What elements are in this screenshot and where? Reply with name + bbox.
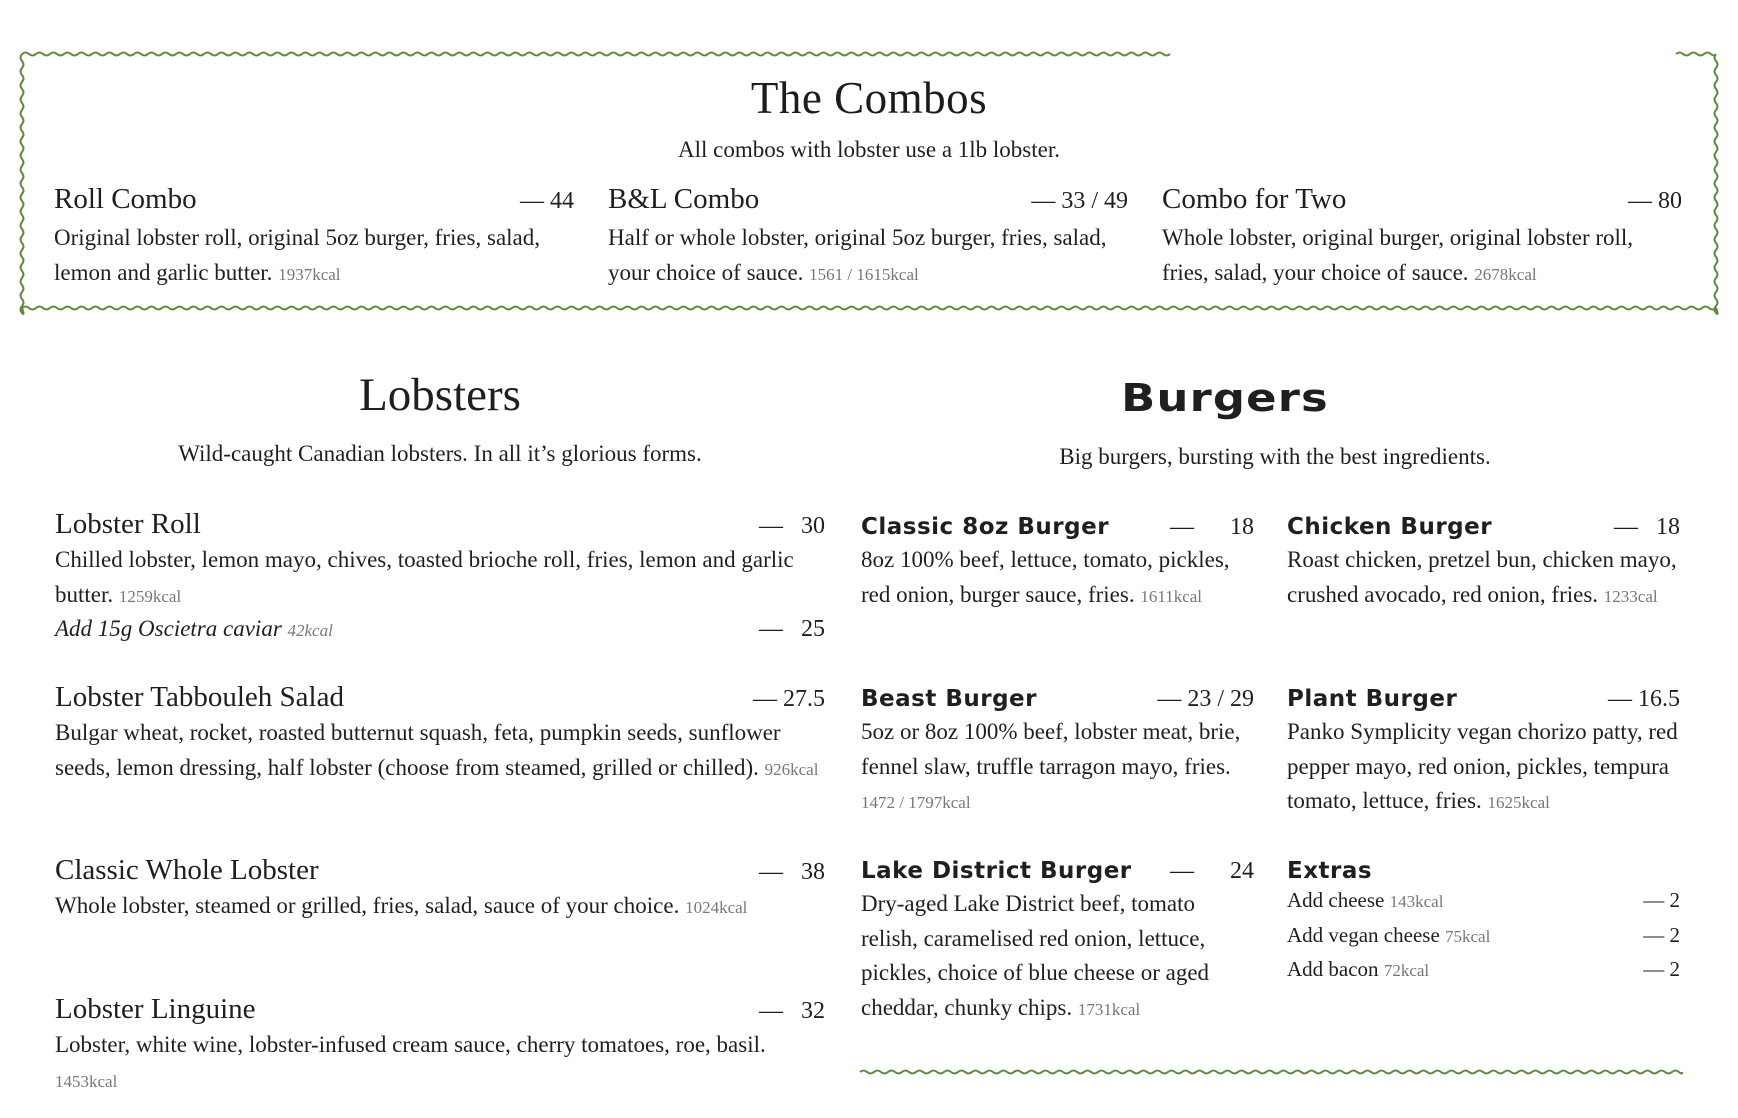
burger-item bbox=[861, 514, 1254, 614]
burger-item bbox=[1287, 686, 1680, 821]
combo-price: — 80 bbox=[1628, 188, 1682, 214]
item-description: Whole lobster, steamed or grilled, fries, salad, sauce of your choice. 1024kcal bbox=[55, 893, 748, 918]
kcal: 1611kcal bbox=[1140, 586, 1203, 606]
kcal: 1561 / 1615kcal bbox=[809, 265, 919, 284]
extra-price: — 2 bbox=[1643, 888, 1680, 912]
item-price: — 30 bbox=[759, 513, 825, 539]
item-name: Lobster Linguine bbox=[55, 993, 256, 1025]
item-price: — 18 bbox=[1170, 514, 1254, 540]
lobsters-title: Lobsters bbox=[359, 369, 521, 421]
burger-item bbox=[861, 686, 1254, 821]
extra-name: Add vegan cheese bbox=[1287, 922, 1440, 947]
item-description: Roast chicken, pretzel bun, chicken mayo, crushed avocado, red onion, fries. 1233cal bbox=[1287, 547, 1677, 607]
item-description: Bulgar wheat, rocket, roasted butternut squash, feta, pumpkin seeds, sunflower seeds, lemon dressing, half lobster (choose from steamed, grilled or chilled). 926kcal bbox=[55, 720, 819, 780]
combo-item bbox=[1162, 183, 1682, 292]
combo-description: Half or whole lobster, original 5oz burger, fries, salad, your choice of sauce. 1561 / 1615kcal bbox=[608, 225, 1107, 285]
combo-name: Combo for Two bbox=[1162, 183, 1347, 215]
combo-price: — 44 bbox=[520, 188, 574, 214]
extra-name: Add bacon bbox=[1287, 957, 1379, 981]
item-price: — 23 / 29 bbox=[1157, 686, 1254, 712]
burgers-title: Burgers bbox=[1121, 376, 1329, 420]
burgers-subtitle: Big burgers, bursting with the best ingredients. bbox=[1059, 444, 1491, 469]
kcal: 72kcal bbox=[1383, 961, 1430, 980]
combo-name: Roll Combo bbox=[54, 183, 197, 215]
extra-item bbox=[1287, 923, 1680, 958]
lobster-item bbox=[55, 854, 825, 926]
combos-title: The Combos bbox=[750, 73, 988, 123]
kcal: 1937kcal bbox=[278, 265, 341, 284]
kcal: 2678kcal bbox=[1474, 265, 1537, 284]
item-name: Lobster Roll bbox=[55, 508, 201, 540]
kcal: 1233cal bbox=[1603, 586, 1658, 606]
burgers-bottom-wavy-divider bbox=[858, 1062, 1684, 1082]
combo-description: Original lobster roll, original 5oz burger, fries, salad, lemon and garlic butter. 1937kcal bbox=[54, 225, 540, 285]
item-name: Plant Burger bbox=[1287, 686, 1458, 712]
kcal: 1453kcal bbox=[55, 1071, 118, 1091]
kcal: 1024kcal bbox=[685, 898, 748, 917]
lobster-item bbox=[55, 993, 825, 1099]
burger-item bbox=[861, 858, 1254, 1027]
item-price: — 16.5 bbox=[1608, 686, 1680, 712]
item-description: 8oz 100% beef, lettuce, tomato, pickles, red onion, burger sauce, fries. 1611kcal bbox=[861, 547, 1230, 607]
item-price: — 18 bbox=[1614, 514, 1680, 540]
addon-row bbox=[55, 616, 825, 643]
combo-item bbox=[54, 183, 574, 292]
burger-item bbox=[1287, 514, 1680, 614]
lobster-item bbox=[55, 681, 825, 787]
item-description: Chilled lobster, lemon mayo, chives, toasted brioche roll, fries, lemon and garlic butter. 1259kcal bbox=[55, 547, 794, 607]
item-name: Classic Whole Lobster bbox=[55, 854, 319, 886]
item-description: Lobster, white wine, lobster-infused cream sauce, cherry tomatoes, roe, basil. 1453kcal bbox=[55, 1032, 766, 1091]
item-name: Classic 8oz Burger bbox=[861, 514, 1110, 540]
extra-item bbox=[1287, 957, 1680, 992]
combo-price: — 33 / 49 bbox=[1031, 188, 1128, 214]
kcal: 1625kcal bbox=[1487, 793, 1550, 812]
kcal: 1259kcal bbox=[118, 586, 182, 606]
extra-price: — 2 bbox=[1643, 922, 1680, 947]
item-description: Dry-aged Lake District beef, tomato relish, caramelised red onion, lettuce, pickles, choice of blue cheese or aged cheddar, chunky chips. 1731kcal bbox=[861, 891, 1210, 1020]
item-price: — 27.5 bbox=[753, 686, 825, 712]
kcal: 75kcal bbox=[1445, 926, 1491, 946]
item-description: Panko Symplicity vegan chorizo patty, red pepper mayo, red onion, pickles, tempura tomato, lettuce, fries. 1625kcal bbox=[1287, 719, 1678, 813]
lobsters-subtitle: Wild-caught Canadian lobsters. In all it’s glorious forms. bbox=[178, 441, 702, 466]
item-price: — 24 bbox=[1170, 858, 1254, 884]
item-name: Chicken Burger bbox=[1287, 514, 1493, 540]
kcal: 1472 / 1797kcal bbox=[861, 793, 971, 812]
extra-item bbox=[1287, 888, 1680, 923]
combo-name: B&L Combo bbox=[608, 183, 760, 215]
combos-subtitle: All combos with lobster use a 1lb lobster. bbox=[677, 137, 1060, 162]
item-name: Beast Burger bbox=[861, 686, 1037, 712]
kcal: 143kcal bbox=[1389, 892, 1444, 911]
combo-item bbox=[608, 183, 1128, 292]
extras-title: Extras bbox=[1287, 858, 1373, 884]
extra-price: — 2 bbox=[1643, 957, 1680, 981]
addon-name: Add 15g Oscietra caviar bbox=[55, 616, 282, 641]
item-price: — 38 bbox=[759, 859, 825, 885]
extras-section bbox=[1287, 858, 1680, 992]
item-name: Lake District Burger bbox=[861, 858, 1132, 884]
kcal: 42kcal bbox=[287, 621, 333, 640]
item-price: — 32 bbox=[759, 998, 825, 1024]
kcal: 926kcal bbox=[764, 759, 819, 779]
addon-price: — 25 bbox=[759, 616, 825, 642]
item-description: 5oz or 8oz 100% beef, lobster meat, brie, fennel slaw, truffle tarragon mayo, fries. 1472 / 1797kcal bbox=[861, 719, 1241, 812]
extra-name: Add cheese bbox=[1287, 888, 1385, 912]
lobster-item bbox=[55, 508, 825, 643]
combo-description: Whole lobster, original burger, original lobster roll, fries, salad, your choice of sauce. 2678kcal bbox=[1162, 225, 1634, 285]
kcal: 1731kcal bbox=[1077, 999, 1141, 1019]
item-name: Lobster Tabbouleh Salad bbox=[55, 681, 344, 713]
